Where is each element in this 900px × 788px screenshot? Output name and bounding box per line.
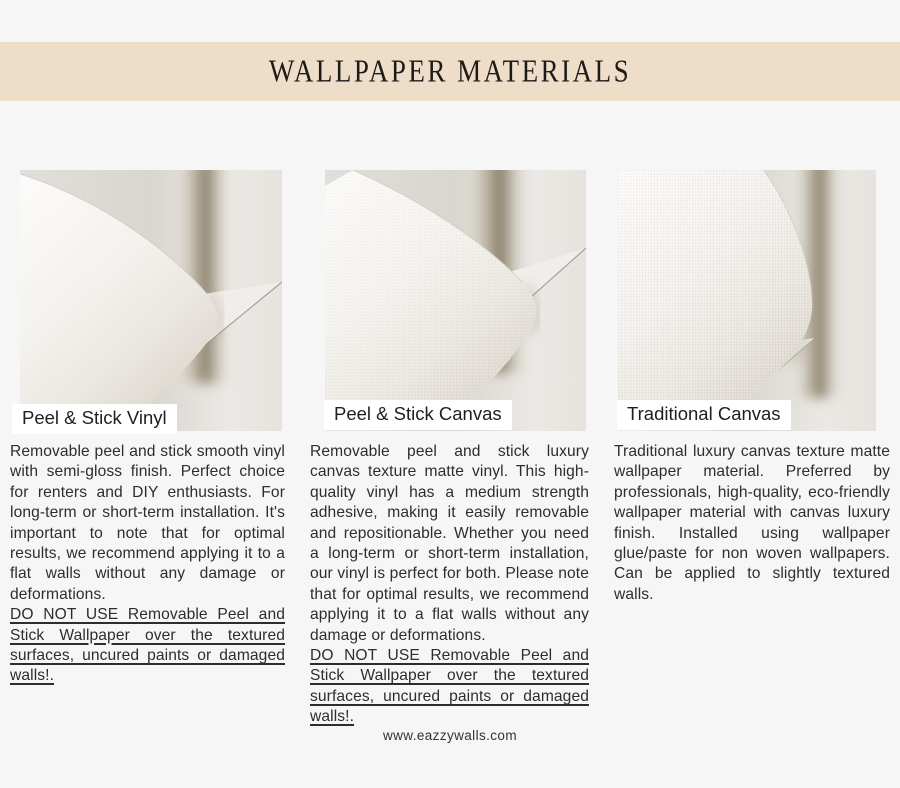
wallpaper-sample-photo: [20, 170, 282, 431]
wallpaper-sample-photo: [325, 170, 586, 431]
material-description: Traditional luxury canvas texture matte wallpaper material. Preferred by professionals, high-quality, eco-friendly wallpaper material with canvas luxury finish. Installed using wallpaper glue/paste for non woven wallpapers. Can be applied to slightly textured walls.: [614, 443, 890, 603]
material-label: Peel & Stick Canvas: [324, 400, 512, 430]
material-description: Removable peel and stick smooth vinyl with semi-gloss finish. Perfect choice for renters and DIY enthusiasts. For long-term or short-term installation. It's important to note that for optimal results, we recommend applying it to a flat walls without any damage or deformations.: [10, 443, 285, 603]
material-column-traditional-canvas: [614, 170, 890, 728]
material-description: Removable peel and stick luxury canvas texture matte vinyl. This high-quality vinyl has a medium strength adhesive, making it easily removable and repositionable. Whether you need a long-term or short-term installation, our vinyl is perfect for both. Please note that for optimal results, we recommend applying it to a flat walls without any damage or deformations.: [310, 443, 589, 644]
wallpaper-sample-photo: [618, 170, 876, 431]
material-column-peel-stick-canvas: [310, 170, 589, 728]
page-title: WALLPAPER MATERIALS: [268, 53, 632, 89]
material-warning: DO NOT USE Removable Peel and Stick Wallpaper over the textured surfaces, uncured paints or damaged walls!.: [10, 606, 285, 685]
material-photo-frame: [618, 170, 876, 431]
website-url: www.eazzywalls.com: [383, 727, 517, 743]
material-photo-frame: [20, 170, 282, 431]
materials-columns: [0, 170, 900, 728]
material-label: Peel & Stick Vinyl: [12, 404, 177, 434]
material-warning: DO NOT USE Removable Peel and Stick Wallpaper over the textured surfaces, uncured paints or damaged walls!.: [310, 647, 589, 726]
material-column-peel-stick-vinyl: [10, 170, 285, 728]
material-label: Traditional Canvas: [617, 400, 791, 430]
header-band: [0, 42, 900, 101]
material-photo-frame: [325, 170, 586, 431]
